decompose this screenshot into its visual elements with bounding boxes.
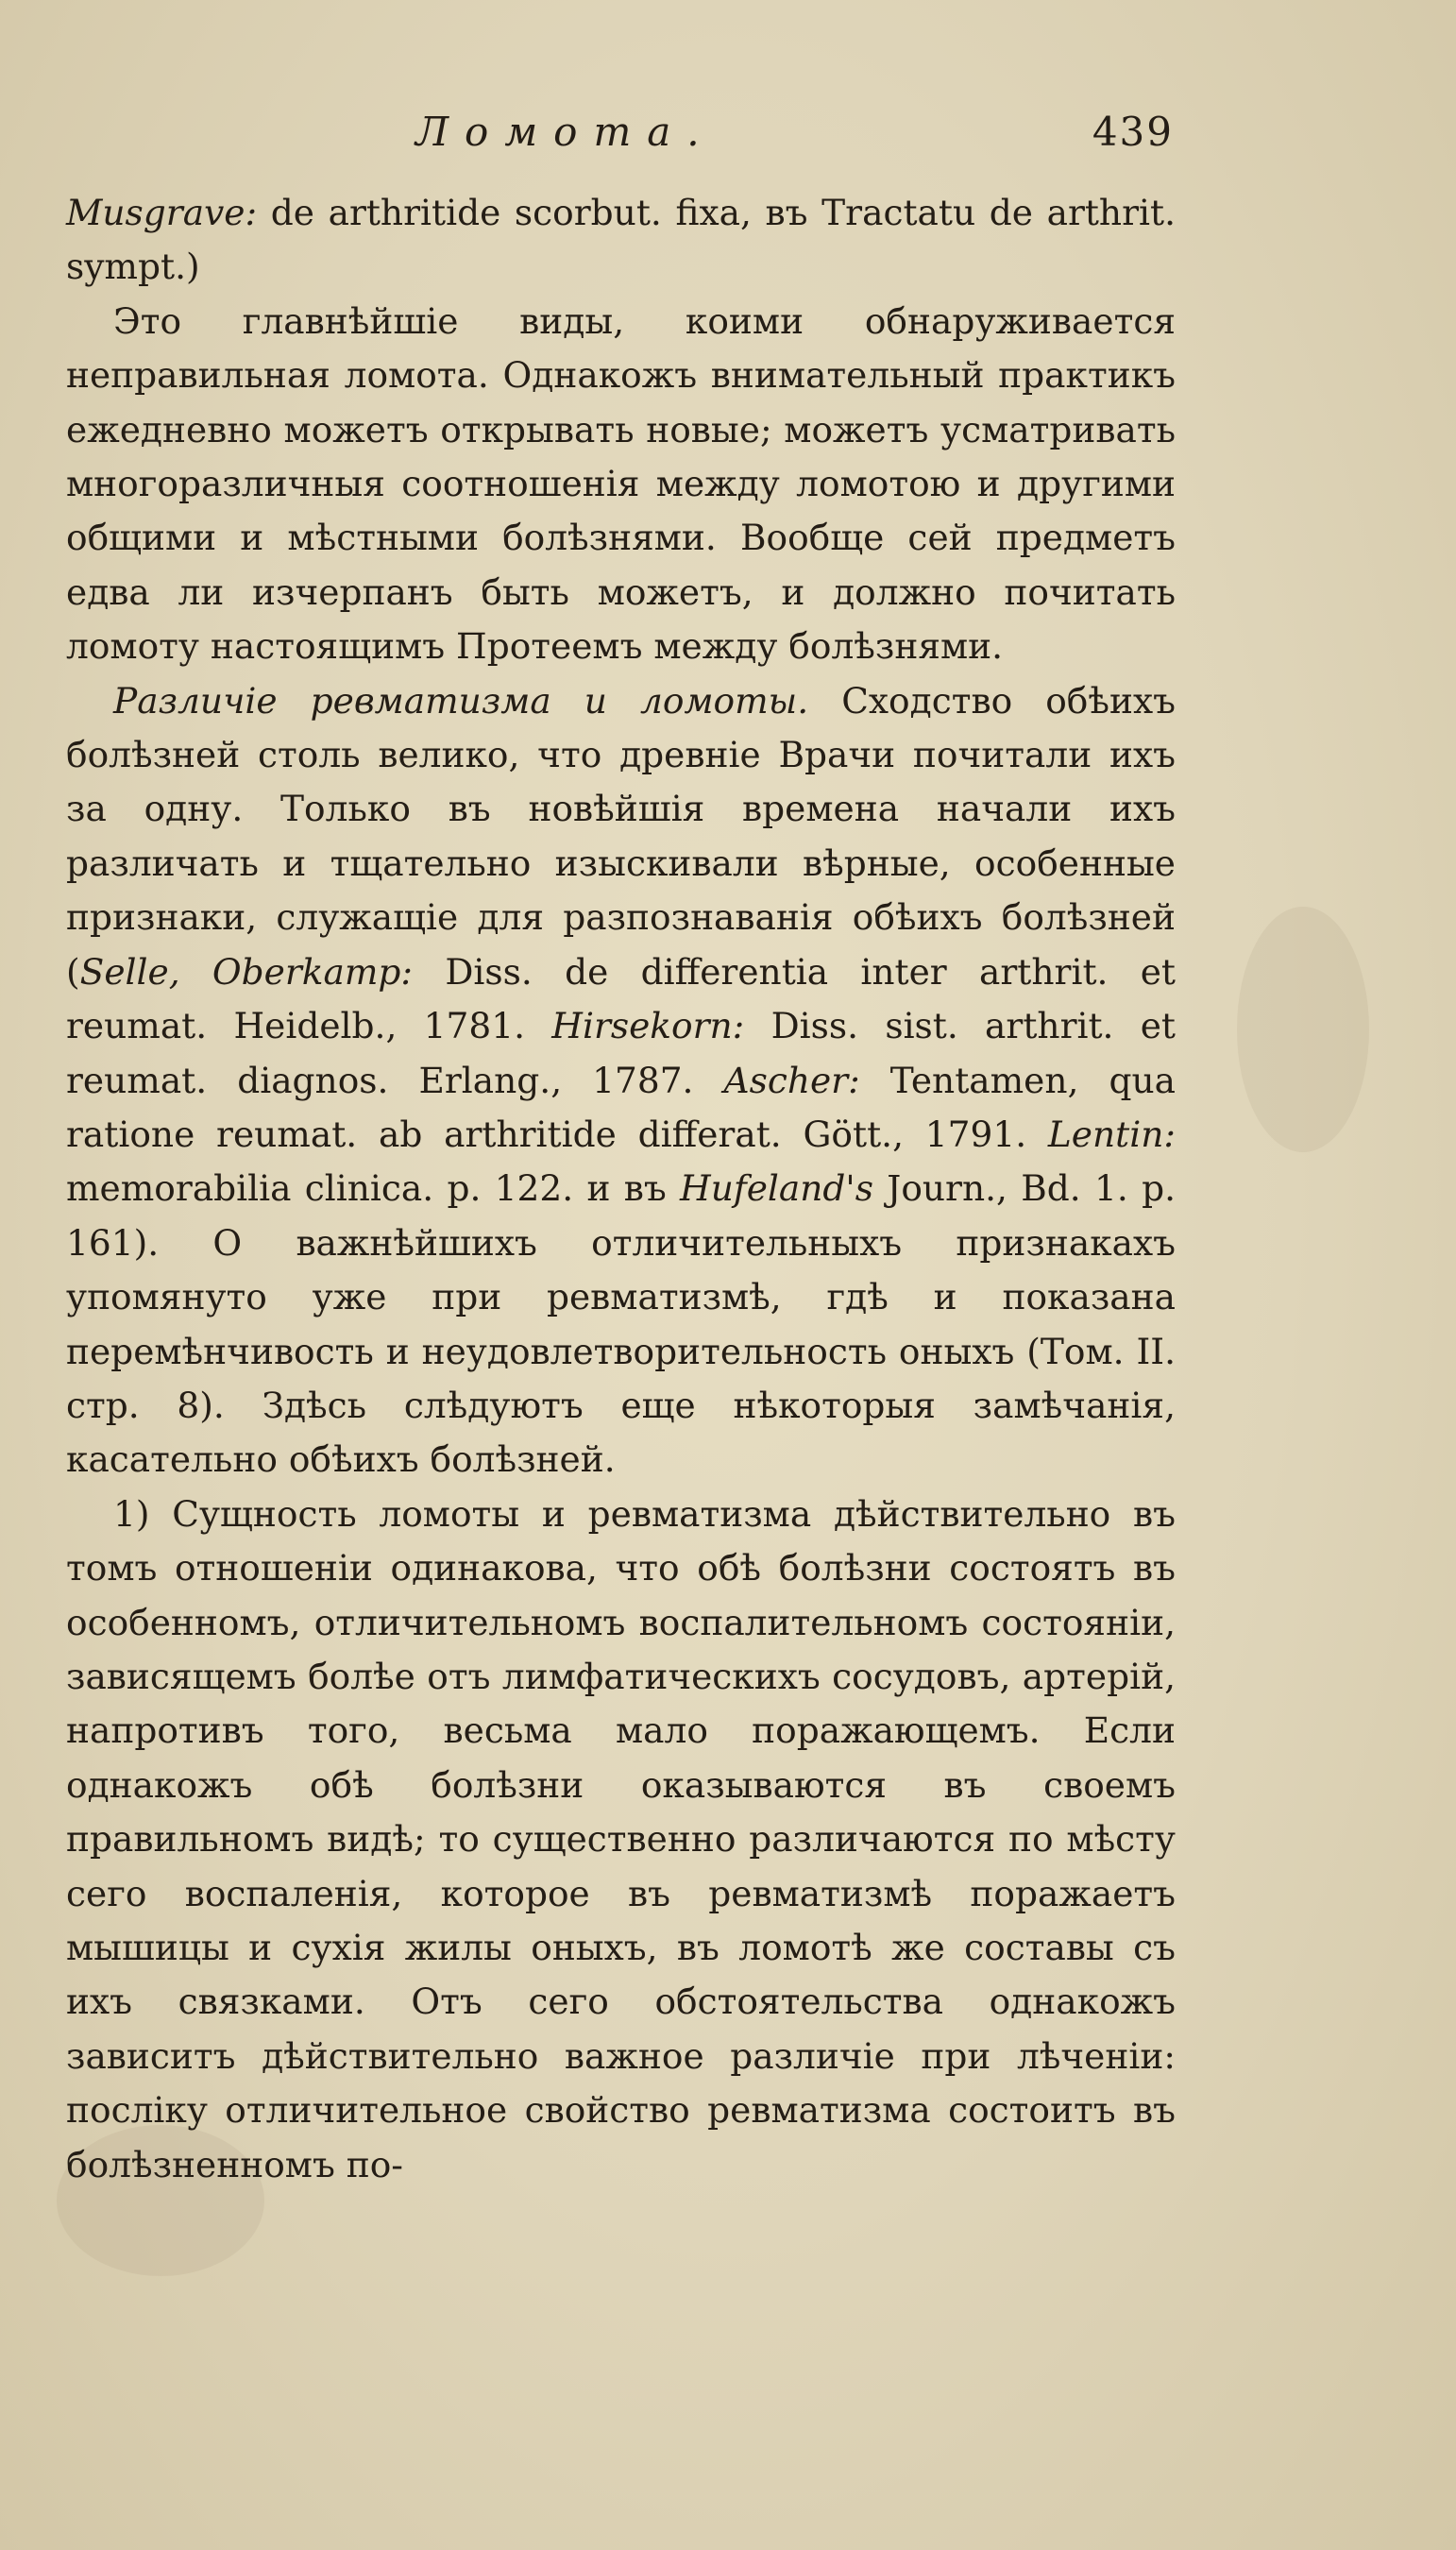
italic-citation: Ascher: (723, 1059, 860, 1101)
text-run: Diss. de differentia inter arthrit. et reumat. Heidelb., 1781. (66, 950, 1176, 1047)
page-number: 439 (1092, 109, 1174, 155)
text-run: Tentamen, qua ratione reumat. ab arthritide differat. Gött., 1791. (66, 1059, 1176, 1155)
paper-stain (1237, 907, 1369, 1152)
text-run: Journ., Bd. 1. p. 161). О важнѣйшихъ отличительныхъ признакахъ упомянуто уже при ревматизмѣ, гдѣ и показана перемѣнчивость и неудовлетворительность оныхъ (Том. II. стр. 8). Здѣсь слѣдуютъ еще нѣкоторыя замѣчанія, касательно обѣихъ болѣзней. (66, 1167, 1176, 1481)
paragraph-continuation (66, 186, 1176, 295)
book-page (66, 109, 1176, 2192)
text-run: Это главнѣйшіе виды, коими обнаруживается неправильная ломота. Однакожъ внимательный практикъ ежедневно можетъ открывать новые; можетъ усматривать многоразличныя соотношенія между ломотою и другими общими и мѣстными болѣзнями. Вообще сей предметъ едва ли изчерпанъ быть можетъ, и должно почитать ломоту настоящимъ Протеемъ между болѣзнями. (66, 299, 1176, 668)
italic-citation: Различіе ревматизма и ломоты. (113, 679, 809, 722)
text-run: Diss. sist. arthrit. et reumat. diagnos. Erlang., 1787. (66, 1005, 1176, 1101)
italic-citation: Selle, Oberkamp: (79, 950, 414, 993)
italic-citation: Hufeland's (680, 1167, 873, 1210)
paragraph-essence (66, 1488, 1176, 2192)
running-header (66, 109, 1176, 175)
text-run: de arthritide scorbut. fixa, въ Tractatu de arthrit. sympt.) (66, 192, 1176, 288)
body-text (66, 186, 1176, 2192)
italic-citation: Musgrave: (66, 192, 258, 233)
paragraph-difference (66, 674, 1176, 1488)
paragraph-main-forms (66, 295, 1176, 674)
italic-citation: Hirsekorn: (551, 1005, 745, 1047)
italic-citation: Lentin: (1047, 1113, 1176, 1155)
text-run: 1) Сущность ломоты и ревматизма дѣйствительно въ томъ отношеніи одинакова, что обѣ болѣзни состоятъ въ особенномъ, отличительномъ воспалительномъ состояніи, зависящемъ болѣе отъ лимфатическихъ сосудовъ, артерій, напротивъ того, весьма мало поражающемъ. Если однакожъ обѣ болѣзни оказываются въ своемъ правильномъ видѣ; то существенно различаются по мѣсту сего воспаленія, которое въ ревматизмѣ поражаетъ мышицы и сухія жилы оныхъ, въ ломотѣ же составы съ ихъ связками. Отъ сего обстоятельства однакожъ зависитъ дѣйствительно важное различіе при лѣченіи: посліку отличительное свойство ревматизма состоитъ въ болѣзненномъ по- (66, 1492, 1176, 2185)
text-run: Сходство обѣихъ болѣзней столь велико, что древніе Врачи почитали ихъ за одну. Только въ новѣйшія времена начали ихъ различать и тщательно изыскивали вѣрные, особенные признаки, служащіе для разпознаванія обѣихъ болѣзней ( (66, 679, 1176, 993)
text-run: memorabilia clinica. p. 122. и въ (66, 1167, 680, 1210)
running-title: Ломота. (415, 109, 716, 155)
